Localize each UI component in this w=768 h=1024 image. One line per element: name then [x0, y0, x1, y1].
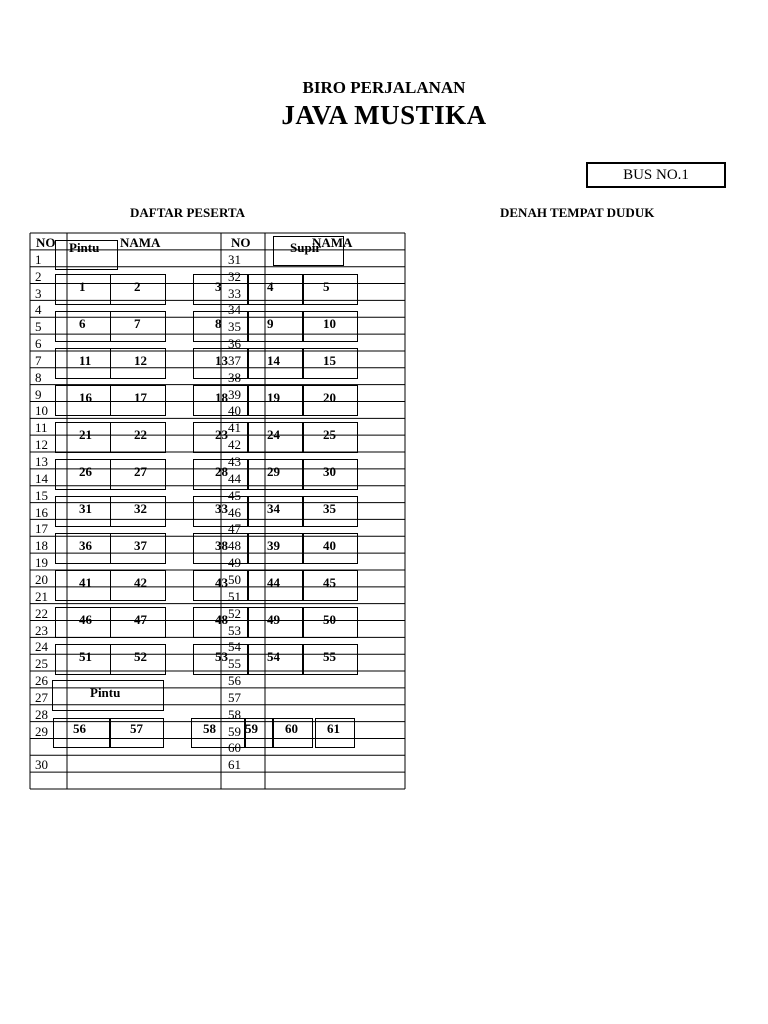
row-number: 20 [35, 571, 48, 587]
seat-number: 20 [323, 390, 336, 405]
row-number: 41 [228, 420, 241, 436]
driver-label: Supir [290, 240, 322, 255]
seat-number: 17 [134, 390, 147, 405]
seat-number: 32 [134, 501, 147, 516]
row-number: 16 [35, 504, 48, 520]
seat-number: 37 [134, 538, 147, 553]
seat-number: 47 [134, 612, 147, 627]
row-number: 12 [35, 437, 48, 453]
col-header-no: NO [231, 235, 251, 250]
row-number: 2 [35, 268, 42, 284]
seat-number: 55 [323, 649, 336, 664]
seat-number: 14 [267, 353, 280, 368]
participants-title: DAFTAR PESERTA [130, 205, 245, 220]
seat-number: 13 [215, 353, 228, 368]
seat-number: 27 [134, 464, 147, 479]
seat-number: 24 [267, 427, 280, 442]
row-number: 61 [228, 757, 241, 773]
row-number: 27 [35, 689, 48, 705]
row-number: 7 [35, 352, 42, 368]
seat-number: 52 [134, 649, 147, 664]
seat-number: 59 [245, 721, 258, 736]
seat-number: 45 [323, 575, 336, 590]
row-number: 14 [35, 470, 48, 486]
row-number: 4 [35, 302, 42, 318]
seat-number: 50 [323, 612, 336, 627]
row-number: 18 [35, 538, 48, 554]
seat-number: 3 [215, 279, 222, 294]
row-number: 38 [228, 369, 241, 385]
seat-number: 58 [203, 721, 216, 736]
seat-number: 29 [267, 464, 280, 479]
row-number: 52 [228, 605, 241, 621]
seat-number: 23 [215, 427, 228, 442]
row-number: 53 [228, 622, 241, 638]
col-header-name: NAMA [120, 235, 161, 250]
seat-number: 25 [323, 427, 336, 442]
row-number: 59 [228, 723, 241, 739]
row-number: 33 [228, 285, 241, 301]
seat-number: 34 [267, 501, 280, 516]
seat-number: 19 [267, 390, 280, 405]
seat-number: 26 [79, 464, 92, 479]
row-number: 10 [35, 403, 48, 419]
seat-number: 11 [79, 353, 92, 368]
seat-number: 5 [323, 279, 330, 294]
row-number: 48 [228, 538, 241, 554]
row-number: 3 [35, 285, 42, 301]
row-number: 56 [228, 673, 241, 689]
seat-number: 46 [79, 612, 92, 627]
seat-number: 44 [267, 575, 280, 590]
seat-number: 8 [215, 316, 222, 331]
seat-number: 21 [79, 427, 92, 442]
row-number: 37 [228, 352, 241, 368]
row-number: 40 [228, 403, 241, 419]
seat-number: 6 [79, 316, 86, 331]
row-number: 46 [228, 504, 241, 520]
seat-number: 2 [134, 279, 141, 294]
row-number: 51 [228, 588, 241, 604]
agency-title: BIRO PERJALANAN [302, 78, 466, 97]
seat [247, 274, 303, 305]
seat-number: 60 [285, 721, 298, 736]
seat-number: 54 [267, 649, 280, 664]
row-number: 34 [228, 302, 241, 318]
row-number: 58 [228, 706, 241, 722]
row-number: 9 [35, 386, 42, 402]
row-number: 32 [228, 268, 241, 284]
row-number: 54 [228, 639, 241, 655]
row-number: 43 [228, 454, 241, 470]
row-number: 21 [35, 588, 48, 604]
row-number: 26 [35, 673, 48, 689]
col-header-no: NO [36, 235, 56, 250]
row-number: 15 [35, 487, 48, 503]
rear-door-label: Pintu [90, 685, 121, 700]
seat [303, 274, 358, 305]
row-number: 29 [35, 723, 48, 739]
seat-number: 40 [323, 538, 336, 553]
row-number: 45 [228, 487, 241, 503]
row-number: 49 [228, 555, 241, 571]
seat-number: 53 [215, 649, 228, 664]
seat-number: 49 [267, 612, 280, 627]
seat-number: 56 [73, 721, 86, 736]
row-number: 6 [35, 336, 42, 352]
bus-number-box: BUS NO.1 [586, 162, 726, 188]
row-number: 44 [228, 470, 241, 486]
row-number: 30 [35, 757, 48, 773]
row-number: 13 [35, 454, 48, 470]
row-number: 19 [35, 555, 48, 571]
company-title: JAVA MUSTIKA [281, 100, 487, 130]
seat-number: 4 [267, 279, 274, 294]
row-number: 50 [228, 571, 241, 587]
row-number: 22 [35, 605, 48, 621]
seat-number: 31 [79, 501, 92, 516]
row-number: 31 [228, 251, 241, 267]
seat-number: 22 [134, 427, 147, 442]
seat-number: 35 [323, 501, 336, 516]
seat-number: 51 [79, 649, 92, 664]
seat-number: 9 [267, 316, 274, 331]
seat-number: 48 [215, 612, 228, 627]
row-number: 60 [228, 740, 241, 756]
row-number: 1 [35, 251, 42, 267]
seat-number: 42 [134, 575, 147, 590]
seating-title: DENAH TEMPAT DUDUK [500, 205, 655, 220]
seat-number: 39 [267, 538, 280, 553]
front-door-label: Pintu [69, 240, 100, 255]
seat-number: 43 [215, 575, 228, 590]
row-number: 17 [35, 521, 48, 537]
seat-number: 18 [215, 390, 228, 405]
seat-number: 57 [130, 721, 143, 736]
col-header-name: NAMA [312, 235, 353, 250]
seat-number: 1 [79, 279, 86, 294]
row-number: 28 [35, 706, 48, 722]
row-number: 39 [228, 386, 241, 402]
seat-number: 33 [215, 501, 228, 516]
row-number: 57 [228, 689, 241, 705]
seat-number: 12 [134, 353, 147, 368]
row-number: 23 [35, 622, 48, 638]
seat [247, 311, 303, 342]
row-number: 36 [228, 336, 241, 352]
seat-number: 15 [323, 353, 336, 368]
seat-number: 41 [79, 575, 92, 590]
row-number: 8 [35, 369, 42, 385]
row-number: 11 [35, 420, 48, 436]
seat-number: 7 [134, 316, 141, 331]
seat-number: 38 [215, 538, 228, 553]
row-number: 55 [228, 656, 241, 672]
row-number: 42 [228, 437, 241, 453]
back-seat [191, 718, 245, 748]
seat-number: 16 [79, 390, 92, 405]
seat-number: 28 [215, 464, 228, 479]
row-number: 5 [35, 319, 42, 335]
row-number: 47 [228, 521, 241, 537]
row-number: 24 [35, 639, 48, 655]
seat-number: 10 [323, 316, 336, 331]
row-number: 25 [35, 656, 48, 672]
seat-number: 61 [327, 721, 340, 736]
row-number: 35 [228, 319, 241, 335]
seat-number: 30 [323, 464, 336, 479]
seat-number: 36 [79, 538, 92, 553]
